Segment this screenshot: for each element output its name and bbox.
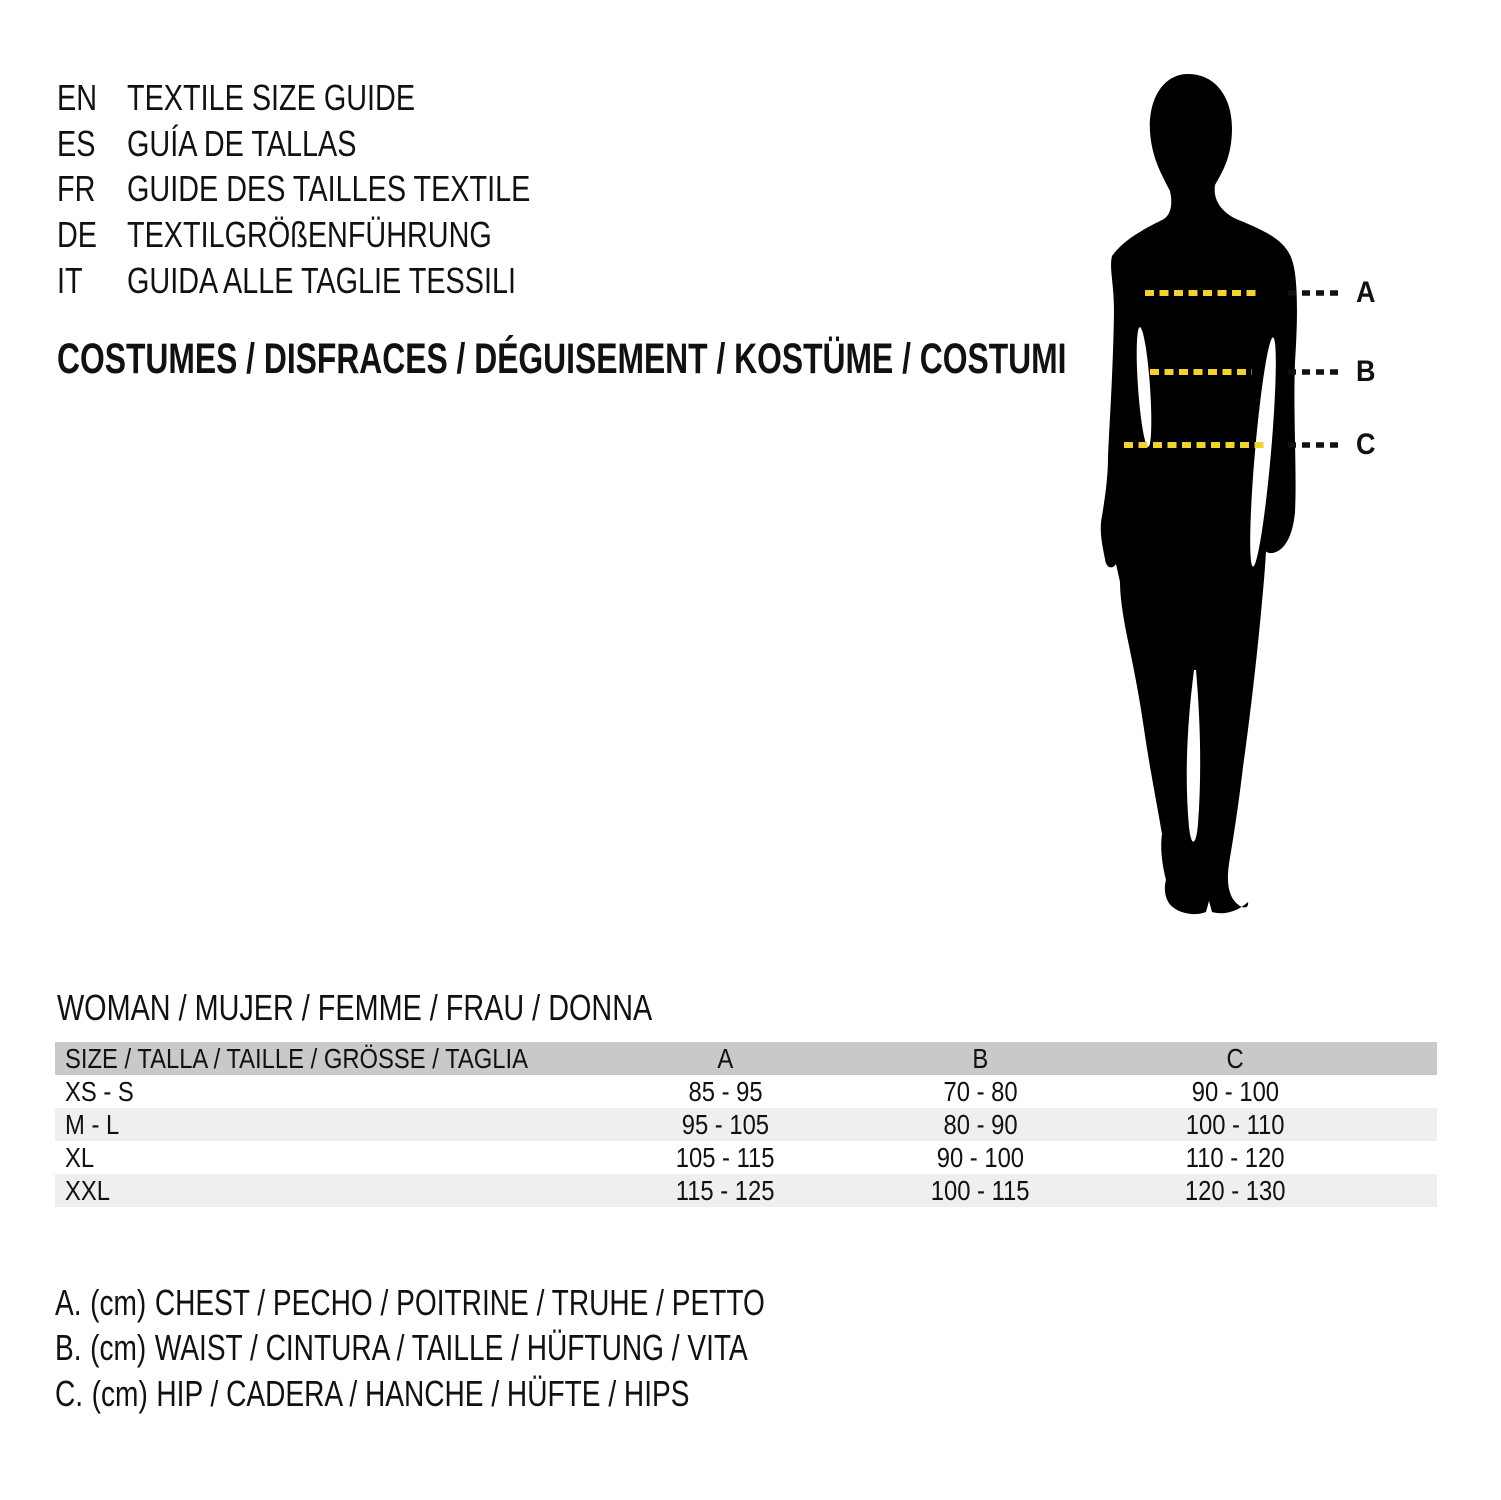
value-cell-c: 110 - 120 [1186,1141,1285,1173]
language-code: IT [57,259,83,301]
header-size-column: SIZE / TALLA / TAILLE / GRÖSSE / TAGLIA [65,1042,528,1074]
value-cell-a: 105 - 115 [676,1141,775,1173]
value-cell-b: 90 - 100 [936,1141,1025,1173]
language-code: DE [57,213,98,255]
size-table [55,1042,1437,1207]
header-col-c: C [1226,1042,1245,1074]
list-item [57,121,631,167]
language-title: TEXTILGRÖßENFÜHRUNG [127,213,492,255]
language-code: ES [57,122,96,164]
value-cell-a: 85 - 95 [688,1075,763,1107]
legend-label: HIP / CADERA / HANCHE / HÜFTE / HIPS [156,1372,690,1414]
section-heading-woman: WOMAN / MUJER / FEMME / FRAU / DONNA [57,987,653,1028]
value-cell-b: 100 - 115 [931,1174,1030,1206]
legend-item-a [55,1280,965,1326]
table-row [55,1174,1437,1207]
legend-label: WAIST / CINTURA / TAILLE / HÜFTUNG / VITA [154,1327,748,1369]
woman-silhouette-figure [1064,72,1340,942]
legend-unit: (cm) [90,1281,147,1323]
woman-silhouette-svg [1064,72,1340,942]
size-cell: M - L [65,1108,120,1140]
value-cell-c: 120 - 130 [1185,1174,1286,1206]
value-cell-c: 100 - 110 [1186,1108,1285,1140]
table-header-row [55,1042,1437,1075]
legend-unit: (cm) [90,1327,147,1369]
header-col-b: B [972,1042,989,1074]
list-item [57,166,631,212]
legend-item-b [55,1326,965,1372]
measure-label-a: A [1356,276,1376,309]
language-title: GUIDE DES TAILLES TEXTILE [127,168,531,210]
table-row [55,1075,1437,1108]
legend-letter: B. [55,1327,82,1369]
legend-unit: (cm) [91,1372,148,1414]
legend-letter: C. [55,1372,84,1414]
size-cell: XL [65,1141,95,1173]
table-row [55,1108,1437,1141]
measure-label-c: C [1356,428,1376,461]
size-cell: XXL [65,1174,110,1206]
list-item [57,212,631,258]
category-title: COSTUMES / DISFRACES / DÉGUISEMENT / KOSTÜME / COSTUMI [57,335,1067,383]
list-item [57,258,631,304]
value-cell-b: 70 - 80 [943,1075,1018,1107]
list-item [57,75,631,121]
table-row [55,1141,1437,1174]
language-title: TEXTILE SIZE GUIDE [127,76,416,118]
legend-item-c [55,1371,965,1417]
value-cell-b: 80 - 90 [943,1108,1018,1140]
language-title-list [57,75,631,303]
language-title: GUÍA DE TALLAS [127,122,357,164]
language-title: GUIDA ALLE TAGLIE TESSILI [127,259,516,301]
measure-label-b: B [1356,355,1376,388]
value-cell-a: 95 - 105 [681,1108,770,1140]
size-cell: XS - S [65,1075,134,1107]
value-cell-c: 90 - 100 [1191,1075,1280,1107]
legend-label: CHEST / PECHO / POITRINE / TRUHE / PETTO [154,1281,765,1323]
language-code: FR [57,168,96,210]
measurement-legend [55,1280,965,1417]
value-cell-a: 115 - 125 [676,1174,775,1206]
legend-letter: A. [55,1281,82,1323]
header-col-a: A [717,1042,734,1074]
language-code: EN [57,76,98,118]
